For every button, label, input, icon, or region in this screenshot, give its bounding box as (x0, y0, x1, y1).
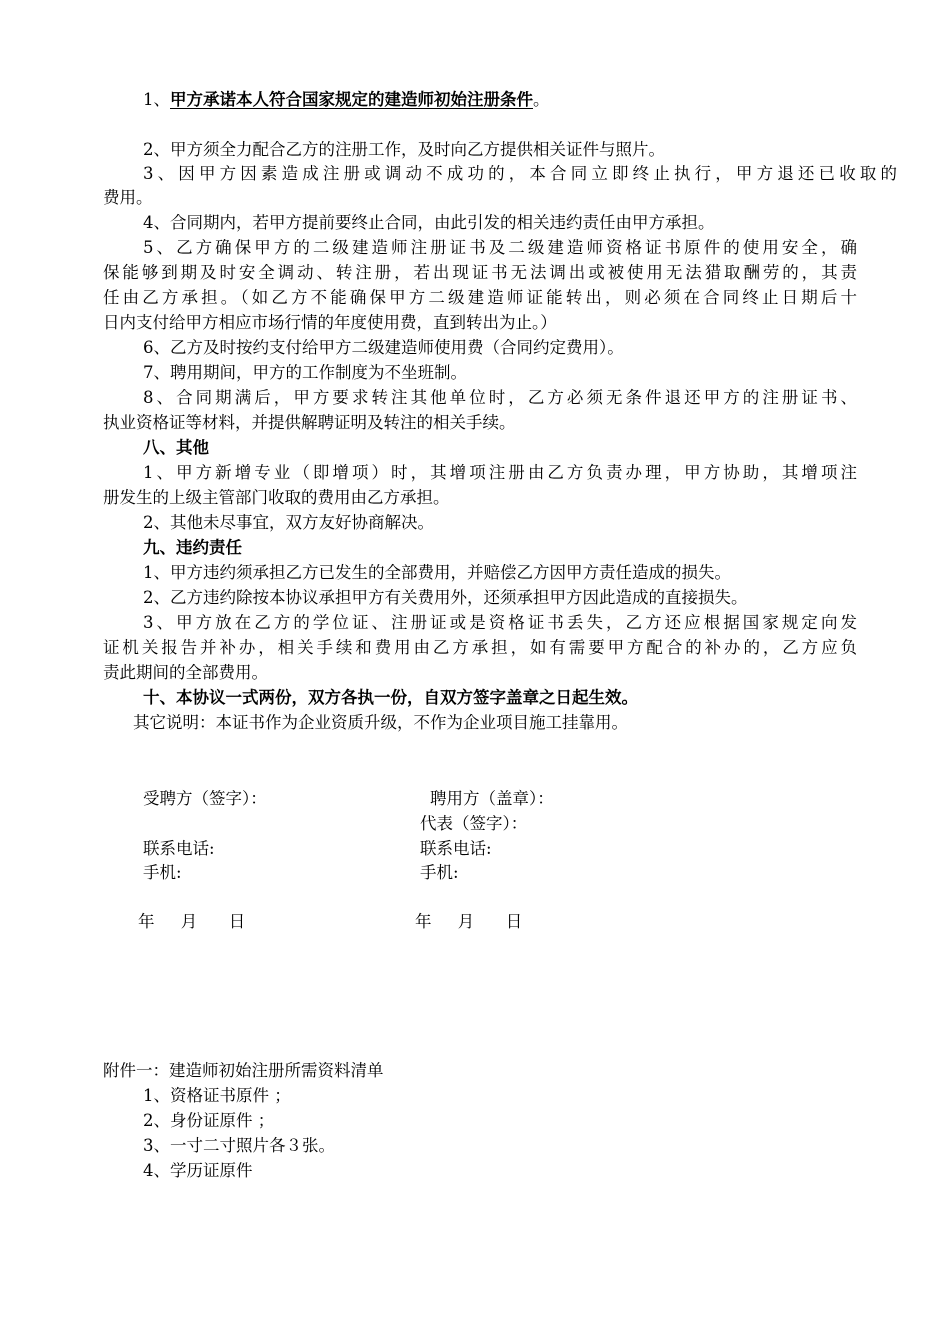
attachment-item-2: 2、身份证原件 ； (143, 1111, 275, 1130)
clause-7-5-line-4: 日内支付给甲方相应市场行情的年度使用费，直到转出为止。） (103, 313, 557, 332)
clause-9-3-line-3: 责此期间的全部费用。 (103, 663, 268, 682)
right-signer-label: 聘用方（盖章）： (430, 789, 554, 808)
clause-7-1-number: 1、 (143, 90, 170, 109)
clause-7-4: 4、合同期内，若甲方提前要终止合同，由此引发的相关违约责任由甲方承担。 (143, 213, 715, 232)
clause-7-5-line-1: 5、乙方确保甲方的二级建造师注册证书及二级建造师资格证书原件的使用安全，确 (143, 238, 857, 257)
clause-7-5-line-2: 保能够到期及时安全调动、转注册，若出现证书无法调出或被使用无法猎取酬劳的，其责 (103, 263, 857, 282)
clause-9-2: 2、乙方违约除按本协议承担甲方有关费用外，还须承担甲方因此造成的直接损失。 (143, 588, 748, 607)
clause-7-5-line-3: 任由乙方承担。（如乙方不能确保甲方二级建造师证能转出，则必须在合同终止日期后十 (103, 288, 857, 307)
section-9-heading: 九、违约责任 (143, 538, 242, 557)
clause-7-1-tail: 。 (533, 90, 550, 109)
attachment-item-3: 3、一寸二寸照片各３张。 (143, 1136, 335, 1155)
clause-9-3-line-1: 3、甲方放在乙方的学位证、注册证或是资格证书丢失，乙方还应根据国家规定向发 (143, 613, 857, 632)
clause-7-8-line-1: 8、合同期满后，甲方要求转注其他单位时，乙方必须无条件退还甲方的注册证书、 (143, 388, 857, 407)
clause-7-1 (143, 88, 550, 112)
right-rep-label: 代表（签字）： (420, 814, 528, 833)
left-phone-label: 联系电话: (143, 839, 215, 858)
clause-8-1-line-2: 册发生的上级主管部门收取的费用由乙方承担。 (103, 488, 450, 507)
clause-9-3-line-2: 证机关报告并补办，相关手续和费用由乙方承担，如有需要甲方配合的补办的，乙方应负 (103, 638, 857, 657)
section-10-clause: 十、本协议一式两份，双方各执一份，自双方签字盖章之日起生效。 (143, 688, 638, 707)
left-signer-label: 受聘方（签字）： (143, 789, 267, 808)
right-mobile-label: 手机: (420, 863, 459, 882)
attachment-item-4: 4、学历证原件 (143, 1161, 253, 1180)
clause-7-6: 6、乙方及时按约支付给甲方二级建造师使用费（合同约定费用）。 (143, 338, 624, 357)
clause-8-1-line-1: 1、甲方新增专业（即增项）时，其增项注册由乙方负责办理，甲方协助，其增项注 (143, 463, 857, 482)
clause-7-3-line-1: 3、因甲方因素造成注册或调动不成功的，本合同立即终止执行，甲方退还已收取的 (143, 164, 897, 183)
right-date-label: 年 月 日 (415, 912, 523, 931)
attachment-item-1: 1、资格证书原件 ； (143, 1086, 291, 1105)
clause-7-8-line-2: 执业资格证等材料，并提供解聘证明及转注的相关手续。 (103, 413, 516, 432)
clause-8-2: 2、其他未尽事宜，双方友好协商解决。 (143, 513, 434, 532)
right-phone-label: 联系电话: (420, 839, 492, 858)
clause-7-1-bold-text: 甲方承诺本人符合国家规定的建造师初始注册条件 (170, 90, 533, 109)
left-mobile-label: 手机: (143, 863, 182, 882)
clause-7-3-line-2: 费用。 (103, 188, 153, 207)
other-note: 其它说明：本证书作为企业资质升级，不作为企业项目施工挂靠用。 (133, 713, 628, 732)
clause-7-2: 2、甲方须全力配合乙方的注册工作，及时向乙方提供相关证件与照片。 (143, 140, 665, 159)
attachment-title: 附件一：建造师初始注册所需资料清单 (103, 1061, 384, 1080)
left-date-label: 年 月 日 (138, 912, 246, 931)
clause-9-1: 1、甲方违约须承担乙方已发生的全部费用，并赔偿乙方因甲方责任造成的损失。 (143, 563, 731, 582)
clause-7-7: 7、聘用期间，甲方的工作制度为不坐班制。 (143, 363, 467, 382)
section-8-heading: 八、其他 (143, 438, 209, 457)
